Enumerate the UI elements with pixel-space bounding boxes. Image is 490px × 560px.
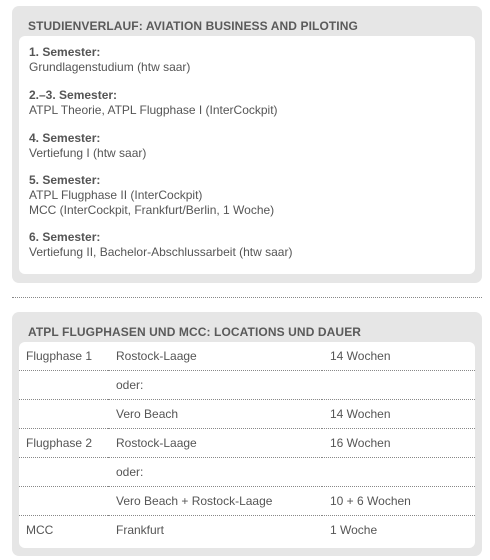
semester-text: ATPL Flugphase II (InterCockpit) xyxy=(29,188,203,202)
location-cell: oder: xyxy=(108,458,322,487)
semester-text: MCC (InterCockpit, Frankfurt/Berlin, 1 Woche) xyxy=(29,203,275,217)
duration-cell: 16 Wochen xyxy=(322,429,475,458)
semester-1 xyxy=(29,45,190,75)
table-row xyxy=(19,487,475,516)
location-cell: Rostock-Laage xyxy=(108,429,322,458)
phase-cell: Flugphase 1 xyxy=(19,342,108,371)
flight-phases-title: ATPL FLUGPHASEN UND MCC: LOCATIONS UND DAUER xyxy=(28,325,362,339)
table-row xyxy=(19,458,475,487)
table-row xyxy=(19,400,475,429)
semester-heading: 2.–3. Semester: xyxy=(29,88,118,102)
table-row xyxy=(19,516,475,545)
semester-6 xyxy=(29,230,292,260)
semester-text: Vertiefung II, Bachelor-Abschlussarbeit (htw saar) xyxy=(29,245,293,259)
curriculum-panel xyxy=(12,6,482,283)
location-cell: Rostock-Laage xyxy=(108,342,322,371)
phase-cell: Flugphase 2 xyxy=(19,429,108,458)
phase-cell xyxy=(19,371,108,400)
duration-cell: 14 Wochen xyxy=(322,400,475,429)
duration-cell: 1 Woche xyxy=(330,523,378,537)
semester-5 xyxy=(29,173,274,218)
table-row xyxy=(19,429,475,458)
semester-heading: 1. Semester: xyxy=(29,45,101,59)
semester-4 xyxy=(29,131,146,161)
semester-text: ATPL Theorie, ATPL Flugphase I (InterCockpit) xyxy=(29,103,278,117)
semester-heading: 4. Semester: xyxy=(29,131,101,145)
duration-cell: 10 + 6 Wochen xyxy=(322,487,475,516)
duration-cell xyxy=(322,371,475,400)
table-row xyxy=(19,371,475,400)
semester-heading: 6. Semester: xyxy=(29,230,101,244)
curriculum-content xyxy=(19,36,475,274)
phase-cell xyxy=(19,458,108,487)
table-row xyxy=(19,342,475,371)
curriculum-title: STUDIENVERLAUF: AVIATION BUSINESS AND PILOTING xyxy=(28,19,358,33)
flight-phases-table xyxy=(19,342,475,544)
location-cell: oder: xyxy=(108,371,322,400)
phase-cell xyxy=(19,400,108,429)
location-cell: Vero Beach + Rostock-Laage xyxy=(108,487,322,516)
phase-cell: MCC xyxy=(26,523,54,537)
location-cell: Frankfurt xyxy=(116,523,165,537)
location-cell: Vero Beach xyxy=(108,400,322,429)
semester-2-3 xyxy=(29,88,278,118)
flight-phases-panel xyxy=(12,312,482,556)
dotted-divider xyxy=(12,297,482,298)
semester-text: Grundlagenstudium (htw saar) xyxy=(29,60,191,74)
flight-phases-content xyxy=(19,342,475,548)
semester-heading: 5. Semester: xyxy=(29,173,101,187)
duration-cell xyxy=(322,458,475,487)
duration-cell: 14 Wochen xyxy=(322,342,475,371)
phase-cell xyxy=(19,487,108,516)
semester-text: Vertiefung I (htw saar) xyxy=(29,146,147,160)
